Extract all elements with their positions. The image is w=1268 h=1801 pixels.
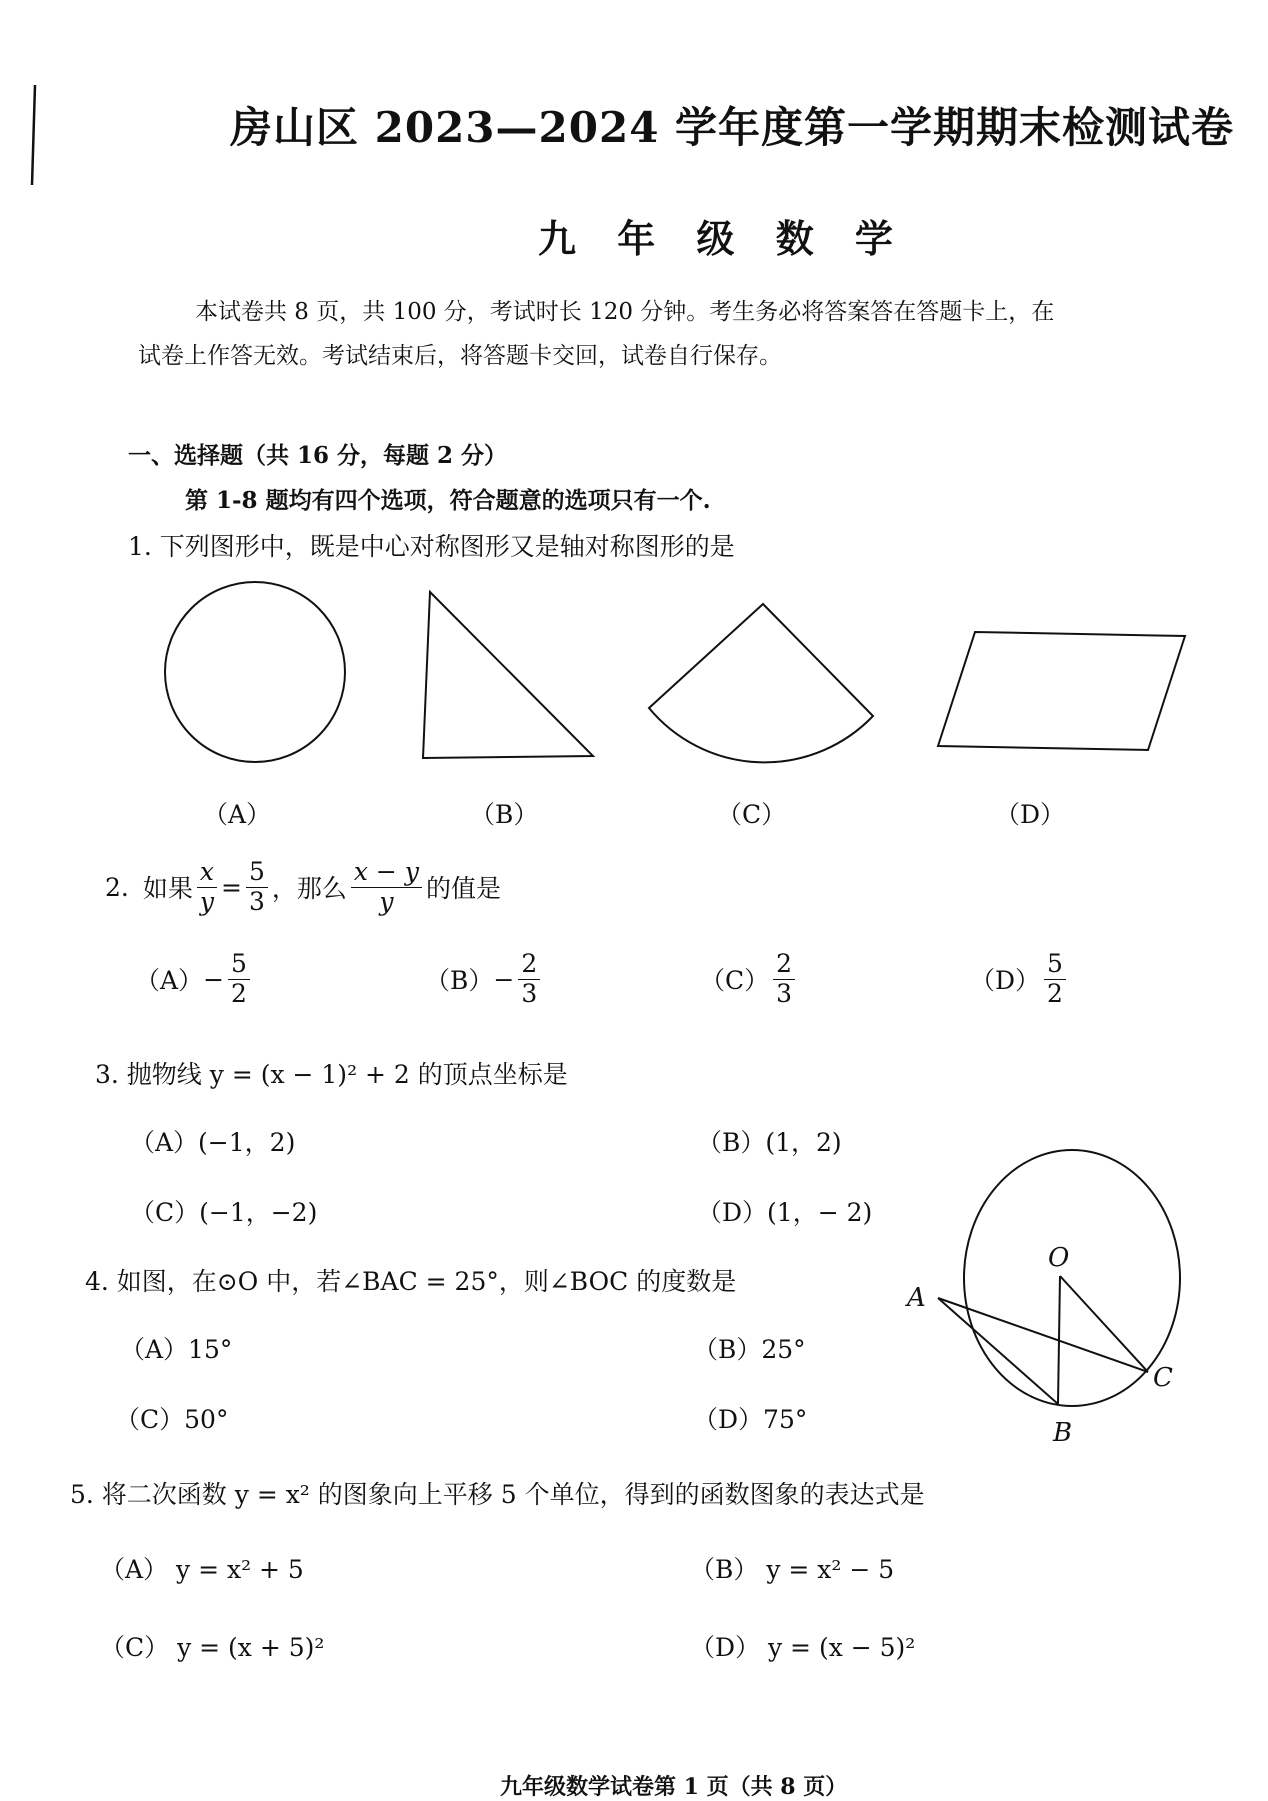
q2-frac2-num: 5	[246, 858, 268, 888]
q1-label-c: （C）	[717, 800, 787, 829]
q1-label-b: （B）	[470, 800, 539, 829]
point-label-c: C	[1153, 1363, 1173, 1393]
q2-mid: ，那么	[271, 874, 347, 904]
q2-option-a-label: （A）	[135, 966, 204, 996]
q2-option-d-num: 5	[1044, 950, 1066, 980]
q1-label-a: （A）	[203, 800, 272, 829]
q5-option-c: （C） y = (x + 5)²	[100, 1633, 325, 1662]
q2-frac1-num: x	[197, 858, 217, 888]
q4-option-a: （A）15°	[120, 1335, 233, 1364]
q2-option-b-frac	[518, 950, 540, 1009]
page-subtitle: 九 年 级 数 学	[538, 216, 907, 261]
q2-option-c-frac	[773, 950, 795, 1009]
q2-frac1-den: y	[199, 886, 214, 916]
q2-option-b-sign: −	[493, 964, 515, 994]
q2-option-c	[700, 950, 799, 1009]
question-5: 5. 将二次函数 y = x² 的图象向上平移 5 个单位，得到的函数图象的表达式是	[70, 1480, 925, 1509]
point-label-a: A	[907, 1283, 926, 1313]
q2-fraction-5-over-3	[246, 858, 268, 917]
q2-option-d-label: （D）	[970, 966, 1041, 996]
q5-option-b: （B） y = x² − 5	[690, 1555, 895, 1584]
q3-option-c: （C）(−1，−2)	[130, 1198, 318, 1227]
margin-mark	[30, 85, 40, 185]
point-label-b: B	[1053, 1418, 1073, 1448]
question-1: 1. 下列图形中，既是中心对称图形又是轴对称图形的是	[128, 532, 735, 561]
page-footer: 九年级数学试卷第 1 页（共 8 页）	[500, 1774, 848, 1800]
q2-frac3-den: y	[379, 886, 394, 916]
question-3: 3. 抛物线 y = (x − 1)² + 2 的顶点坐标是	[95, 1060, 568, 1089]
q1-figure-sector	[635, 590, 875, 790]
q2-option-c-num: 2	[773, 950, 795, 980]
q2-number: 2.	[105, 872, 129, 902]
q2-option-b-num: 2	[518, 950, 540, 980]
q1-figure-circle	[150, 580, 350, 780]
q3-option-a: （A）(−1，2)	[130, 1128, 296, 1157]
q5-option-a: （A） y = x² + 5	[100, 1555, 304, 1584]
q1-figure-triangle	[415, 580, 615, 780]
page-title: 房山区 2023—2024 学年度第一学期期末检测试卷	[230, 103, 1235, 152]
q4-option-d: （D）75°	[693, 1405, 808, 1434]
q2-option-a-frac	[228, 950, 250, 1009]
q3-option-b: （B）(1，2)	[697, 1128, 842, 1157]
q2-option-a-sign: −	[203, 964, 225, 994]
question-4: 4. 如图，在⊙O 中，若∠BAC = 25°，则∠BOC 的度数是	[85, 1267, 737, 1296]
q2-option-d	[970, 950, 1070, 1009]
q2-fraction-x-over-y	[197, 858, 217, 917]
q2-option-c-label: （C）	[700, 966, 770, 996]
section-heading: 一、选择题（共 16 分，每题 2 分）	[128, 442, 508, 469]
q4-option-b: （B）25°	[693, 1335, 806, 1364]
q2-option-a-num: 5	[228, 950, 250, 980]
point-label-o: O	[1048, 1243, 1070, 1273]
intro-line-1: 本试卷共 8 页，共 100 分，考试时长 120 分钟。考生务必将答案答在答题卡上，在	[195, 299, 1055, 325]
q2-option-a	[135, 950, 254, 1009]
q2-option-b-den: 3	[521, 978, 538, 1008]
q2-option-a-den: 2	[231, 978, 247, 1008]
q2-pre: 如果	[142, 874, 193, 904]
q4-option-c: （C）50°	[115, 1405, 229, 1434]
q2-frac2-den: 3	[248, 886, 265, 916]
q2-option-d-frac	[1044, 950, 1066, 1009]
intro-line-2: 试卷上作答无效。考试结束后，将答题卡交回，试卷自行保存。	[138, 343, 782, 369]
q5-option-d: （D） y = (x − 5)²	[690, 1633, 916, 1662]
q2-post: 的值是	[425, 874, 501, 904]
q2-option-b	[425, 950, 544, 1009]
q2-option-b-label: （B）	[425, 966, 494, 996]
q1-label-d: （D）	[995, 800, 1066, 829]
q4-circle-figure	[900, 1140, 1220, 1440]
q2-option-d-den: 2	[1047, 978, 1063, 1008]
question-2	[105, 858, 501, 917]
q2-option-c-den: 3	[776, 978, 793, 1008]
q2-frac3-num: x − y	[351, 858, 422, 888]
q3-option-d: （D）(1，− 2)	[697, 1198, 873, 1227]
q2-equals: =	[221, 872, 242, 902]
section-note: 第 1-8 题均有四个选项，符合题意的选项只有一个.	[185, 487, 711, 514]
q2-fraction-x-minus-y-over-y	[351, 858, 422, 917]
q1-figure-parallelogram	[930, 620, 1190, 770]
